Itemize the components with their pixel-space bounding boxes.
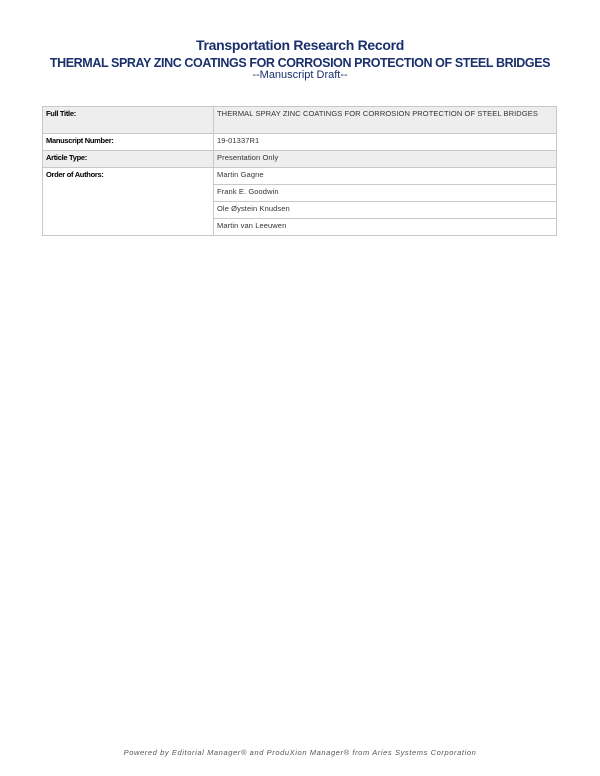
manuscript-number-label: Manuscript Number:: [43, 134, 214, 151]
table-row-full-title: [43, 107, 557, 134]
manuscript-title: THERMAL SPRAY ZINC COATINGS FOR CORROSION PROTECTION OF STEEL BRIDGES: [49, 56, 551, 70]
document-header: [0, 37, 600, 81]
manuscript-metadata-table: [42, 106, 557, 236]
draft-label: --Manuscript Draft--: [252, 69, 348, 81]
author-name: Frank E. Goodwin: [214, 185, 557, 202]
author-name: Martin Gagne: [214, 168, 557, 185]
journal-name: Transportation Research Record: [195, 37, 405, 53]
table-row-article-type: [43, 151, 557, 168]
manuscript-number-value: 19-01337R1: [214, 134, 557, 151]
author-name: Martin van Leeuwen: [214, 219, 557, 236]
article-type-label: Article Type:: [43, 151, 214, 168]
footer-credit: Powered by Editorial Manager® and ProduXion Manager® from Aries Systems Corporation: [123, 748, 477, 757]
authors-label: Order of Authors:: [43, 168, 214, 236]
table-row-author: [43, 168, 557, 185]
full-title-label: Full Title:: [43, 107, 214, 134]
author-name: Ole Øystein Knudsen: [214, 202, 557, 219]
full-title-value: THERMAL SPRAY ZINC COATINGS FOR CORROSION PROTECTION OF STEEL BRIDGES: [214, 107, 557, 134]
article-type-value: Presentation Only: [214, 151, 557, 168]
table-row-manuscript-number: [43, 134, 557, 151]
